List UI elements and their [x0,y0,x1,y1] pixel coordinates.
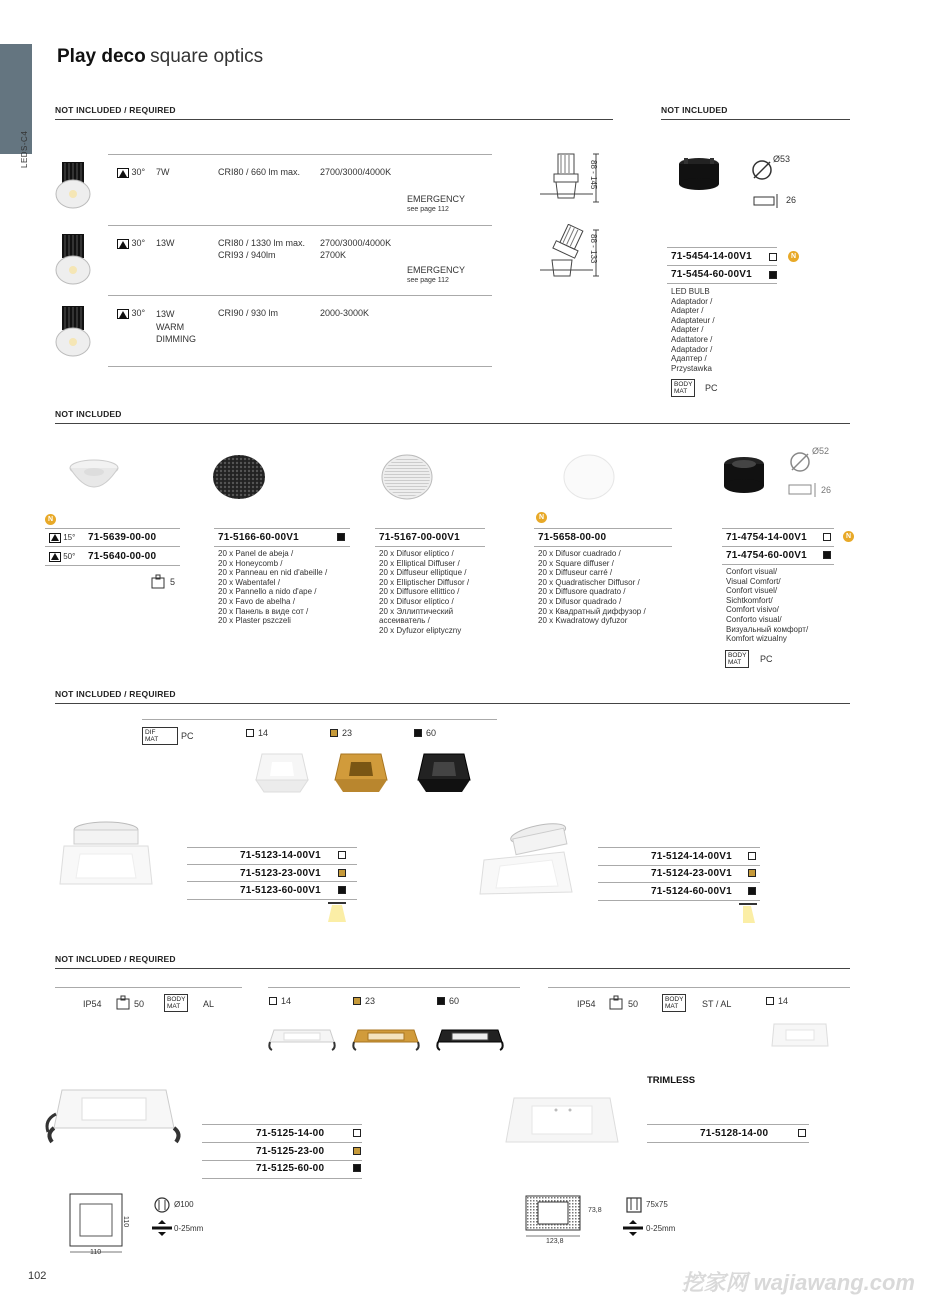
height-icon [788,482,818,498]
emergency-ref: see page 112 [407,277,449,284]
desc-line: 20 x Kwadratowy dyfuzor [538,616,628,626]
cutout-icon [153,1196,171,1214]
emergency-label: EMERGENCY [407,265,466,275]
table-line [214,528,350,529]
page-number: 102 [28,1270,47,1282]
table-line [187,847,357,848]
square-optic-gold-image [333,750,389,794]
adapter-diameter: Ø53 [773,154,791,164]
table-line [268,987,520,988]
power-note: WARM [156,321,185,332]
label-line: BODY [728,652,747,659]
desc-line: 20 x Diffusore ellittico / [379,587,460,597]
table-line [647,1142,809,1143]
product-code: 71-5640-00-00 [88,551,157,562]
desc-line: 20 x Elliptischer Diffusor / [379,577,470,587]
desc-line: 20 x Эллиптический [379,606,454,616]
product-code: 71-5128-14-00 [700,1128,769,1139]
table-line [202,1124,362,1125]
beam-light-icon [326,902,348,924]
product-code: 71-5124-23-00V1 [651,868,732,879]
elliptic-description [379,549,469,635]
body-mat-value: PC [705,383,718,393]
elliptic-diffuser-image [380,453,434,501]
product-code: 71-5166-60-00V1 [218,532,299,543]
trimless-dimension-drawing [524,1194,584,1242]
dif-mat-value: PC [181,731,194,741]
adapter-image [676,156,722,192]
power-block [156,308,196,346]
color-code: 60 [449,996,460,1006]
visual-comfort-image [721,454,767,500]
beam-angle-icon [49,552,61,562]
desc-line: Przystawka [671,363,712,373]
dim-height: 73,8 [588,1207,602,1214]
comfort-diameter: Ø52 [812,446,830,456]
table-line [108,225,492,226]
ip-rating: IP54 [577,999,596,1009]
section1-header: NOT INCLUDED / REQUIRED [55,105,176,115]
led-bulb-image [54,304,94,360]
desc-line: Sichtkomfort/ [726,595,773,605]
dim-width: 110 [90,1249,102,1256]
table-line [45,546,180,547]
desc-line: 20 x Dyfuzor eliptyczny [379,625,462,635]
divider [55,119,613,120]
desc-line: 20 x Square diffuser / [538,558,614,568]
body-mat-value: ST / AL [702,999,732,1009]
cct: 2700/3000/4000K [320,167,392,177]
table-line [187,881,357,882]
power: 7W [156,167,170,177]
height-dim: 88 - 145 [589,160,598,190]
gold-swatch [330,729,338,737]
white-swatch [798,1129,806,1137]
adapter-height: 26 [786,195,797,205]
trimless-large-image [500,1090,624,1156]
beam-angle-icon [117,168,129,178]
title-bold: Play deco [57,46,146,67]
watermark: 挖家网 wajiawang.com [681,1270,915,1295]
comfort-description [726,567,808,644]
label-line: MAT [674,388,688,395]
table-line [202,1178,362,1179]
label-line: BODY [665,996,684,1003]
height-dim: 88 - 133 [589,234,598,264]
trimless-label: TRIMLESS [647,1075,696,1086]
desc-line: Adattatore / [671,334,713,344]
desc-line: 20 x Diffuseur elliptique / [379,568,467,578]
body-mat-label [164,994,188,1012]
fixture-drawing [538,150,618,210]
label-line: BODY [674,381,693,388]
white-swatch [269,997,277,1005]
table-line [667,265,777,266]
black-swatch [337,533,345,541]
body-mat-value: AL [203,999,215,1009]
square-optic-black-image [416,750,472,794]
body-mat-label [725,650,749,668]
table-line [598,882,760,883]
table-line [45,565,180,566]
desc-line: 20 x Wabentafel / [218,577,280,587]
section1-header-right: NOT INCLUDED [661,105,728,115]
divider [661,119,850,120]
cutout-size: 75x75 [646,1200,668,1209]
table-line [108,295,492,296]
desc-line: Адаптер / [671,354,707,364]
table-line [187,864,357,865]
desc-line: Adapter / [671,325,704,335]
led-bulb-image [54,160,94,216]
recessed-frame-large-image [42,1080,186,1146]
package-icon [608,995,624,1011]
package-icon [150,574,166,590]
new-badge: N [45,514,56,525]
label-line: BODY [167,996,186,1003]
black-swatch [353,1164,361,1172]
table-line [142,719,497,720]
cutout-icon [625,1196,643,1214]
power: 13W [156,309,175,319]
body-mat-label [671,379,695,397]
desc-line: Conforto visual/ [726,614,782,624]
label-line: MAT [728,659,742,666]
ceiling-thickness: 0-25mm [646,1224,676,1233]
desc-line: Визуальный комфорт/ [726,624,809,634]
new-badge: N [536,512,547,523]
desc-line: Komfort wizualny [726,634,787,644]
product-code: 71-5167-00-00V1 [379,532,460,543]
cutout-size: Ø100 [174,1200,194,1209]
section3-header: NOT INCLUDED / REQUIRED [55,689,176,699]
table-row [117,167,145,178]
emergency-label: EMERGENCY [407,194,466,204]
table-line [534,528,672,529]
black-swatch [748,887,756,895]
desc-line: Confort visuel/ [726,586,778,596]
table-row [117,308,145,319]
desc-line: 20 x Difusor elíptico / [379,596,454,606]
desc-line: 20 x Панель в виде сот / [218,606,309,616]
color-code: 14 [281,996,292,1006]
desc-line: Visual Comfort/ [726,576,781,586]
product-code: 71-5454-14-00V1 [671,251,752,262]
table-line [108,366,492,367]
desc-line: 20 x Plaster pszczeli [218,616,291,626]
beam-angle-icon [117,239,129,249]
cct-alt: 2700K [320,250,347,260]
product-code: 71-5125-23-00 [256,1146,325,1157]
color-code: 23 [365,996,376,1006]
table-line [598,900,760,901]
desc-line: 20 x Difusor cuadrado / [538,549,621,558]
table-line [722,528,834,529]
divider [55,703,850,704]
height-icon [752,193,780,209]
power: 13W [156,238,175,248]
beam-angle [49,552,75,562]
package-icon [115,995,131,1011]
table-line [108,154,492,155]
table-line [375,546,485,547]
label-line: MAT [145,736,159,743]
table-line [375,528,485,529]
honeycomb-image [211,453,267,501]
table-line [722,564,834,565]
desc-line: 20 x Elliptical Diffuser / [379,558,460,568]
black-swatch [437,997,445,1005]
white-swatch [748,852,756,860]
diameter-icon [750,158,774,182]
table-line [667,247,777,248]
desc-line: 20 x Квадратный диффузор / [538,606,646,616]
white-swatch [338,851,346,859]
diameter-icon [788,450,812,474]
honeycomb-description [218,549,327,626]
white-swatch [769,253,777,261]
emergency-ref: see page 112 [407,206,449,213]
trimless-small-image [768,1018,832,1052]
divider [55,968,850,969]
product-code: 71-5123-60-00V1 [240,885,321,896]
adapter-description [671,287,715,373]
black-swatch [823,551,831,559]
color-code: 14 [258,728,269,738]
table-line [598,847,760,848]
label-line: DIF [145,729,156,736]
desc-line: Adaptateur / [671,315,715,325]
new-badge: N [843,531,854,542]
product-code: 71-4754-60-00V1 [726,550,807,561]
label-line: MAT [167,1003,181,1010]
product-code: 71-5124-14-00V1 [651,851,732,862]
product-code: 71-5125-14-00 [256,1128,325,1139]
gold-swatch [748,869,756,877]
divider [55,423,850,424]
beam-angle: 30° [131,238,146,248]
desc-line: 20 x Honeycomb / [218,558,283,568]
table-line [548,987,850,988]
product-code: 71-4754-14-00V1 [726,532,807,543]
square-optic-white-image [254,750,310,794]
pack-quantity: 50 [134,999,145,1009]
table-line [187,899,357,900]
desc-line: Adapter / [671,306,704,316]
table-line [55,987,242,988]
body-mat-label [662,994,686,1012]
title-normal: square optics [150,46,264,67]
new-badge: N [788,251,799,262]
desc-line: 20 x Diffusore quadrato / [538,587,626,597]
fixture-drawing-tilted [538,224,618,284]
section2-header: NOT INCLUDED [55,409,122,419]
cct: 2700/3000/4000K [320,238,392,248]
dim-width: 123,8 [546,1238,564,1245]
square-fixture-image [56,818,156,890]
desc-line: 20 x Quadratischer Diffusor / [538,577,640,587]
beam-angle-icon [117,309,129,319]
desc-line: Adaptador / [671,344,713,354]
table-row [117,238,145,249]
table-line [202,1142,362,1143]
product-code: 71-5658-00-00 [538,532,607,543]
led-bulb-image [54,232,94,288]
page-title [57,46,263,68]
table-line [647,1124,809,1125]
table-line [214,546,350,547]
body-mat-value: PC [760,654,773,664]
gold-swatch [338,869,346,877]
black-swatch [769,271,777,279]
desc-line: 20 x Pannello a nido d'ape / [218,587,317,597]
desc-line: ассеиватель / [379,616,430,626]
product-code: 71-5125-60-00 [256,1163,325,1174]
beam-angle [49,533,75,543]
cri: CRI90 / 930 lm [218,308,279,318]
pack-quantity: 5 [170,577,176,587]
lens-image [66,458,122,498]
recessed-frame-black-image [436,1024,504,1052]
product-code: 71-5123-14-00V1 [240,850,321,861]
desc-line: 20 x Favo de abelha / [218,596,295,606]
black-swatch [338,886,346,894]
recessed-frame-white-image [268,1024,336,1052]
square-diffuser-description [538,549,646,626]
desc-line: Adaptador / [671,296,713,306]
beam-angle-icon [49,533,61,543]
table-line [598,865,760,866]
tilted-square-fixture-image [478,822,578,896]
comfort-height: 26 [821,485,832,495]
white-swatch [246,729,254,737]
product-code: 71-5639-00-00 [88,532,157,543]
beam-angle: 30° [131,308,146,318]
cri: CRI80 / 1330 lm max. [218,238,306,248]
gold-swatch [353,1147,361,1155]
table-line [534,546,672,547]
white-swatch [353,1129,361,1137]
recessed-frame-gold-image [352,1024,420,1052]
desc-line: Confort visual/ [726,567,778,576]
product-code: 71-5454-60-00V1 [671,269,752,280]
table-line [45,528,180,529]
color-code: 23 [342,728,353,738]
pack-quantity: 50 [628,999,639,1009]
ceiling-thickness: 0-25mm [174,1224,204,1233]
white-swatch [823,533,831,541]
desc-line: 20 x Panel de abeja / [218,549,294,558]
ip-rating: IP54 [83,999,102,1009]
beam-light-icon [737,903,759,925]
desc-line: 20 x Diffuseur carré / [538,568,613,578]
desc-line: 20 x Difusor elíptico / [379,549,454,558]
cri-alt: CRI93 / 940lm [218,250,276,260]
white-swatch [766,997,774,1005]
ceiling-thickness-icon [623,1220,643,1236]
product-code: 71-5124-60-00V1 [651,886,732,897]
square-diffuser-image [562,453,616,501]
desc-line: LED BULB [671,287,710,296]
beam-angle: 30° [131,167,146,177]
section4-header: NOT INCLUDED / REQUIRED [55,954,176,964]
desc-line: 20 x Difusor quadrado / [538,596,622,606]
cct: 2000-3000K [320,308,370,318]
desc-line: 20 x Panneau en nid d'abeille / [218,568,328,578]
power-note: DIMMING [156,334,196,344]
label-line: MAT [665,1003,679,1010]
dif-mat-label [142,727,178,745]
product-code: 71-5123-23-00V1 [240,868,321,879]
dim-height: 110 [122,1216,129,1228]
black-swatch [414,729,422,737]
table-line [722,546,834,547]
beam-angle-value: 15° [63,533,76,543]
gold-swatch [353,997,361,1005]
side-brand-label: LEDS-C4 [20,130,29,168]
ceiling-thickness-icon [152,1220,172,1236]
cri: CRI80 / 660 lm max. [218,167,301,177]
table-line [667,283,777,284]
beam-angle-value: 50° [63,552,76,562]
color-code: 60 [426,728,437,738]
color-code: 14 [778,996,789,1006]
desc-line: Comfort visivo/ [726,605,779,615]
table-line [202,1160,362,1161]
